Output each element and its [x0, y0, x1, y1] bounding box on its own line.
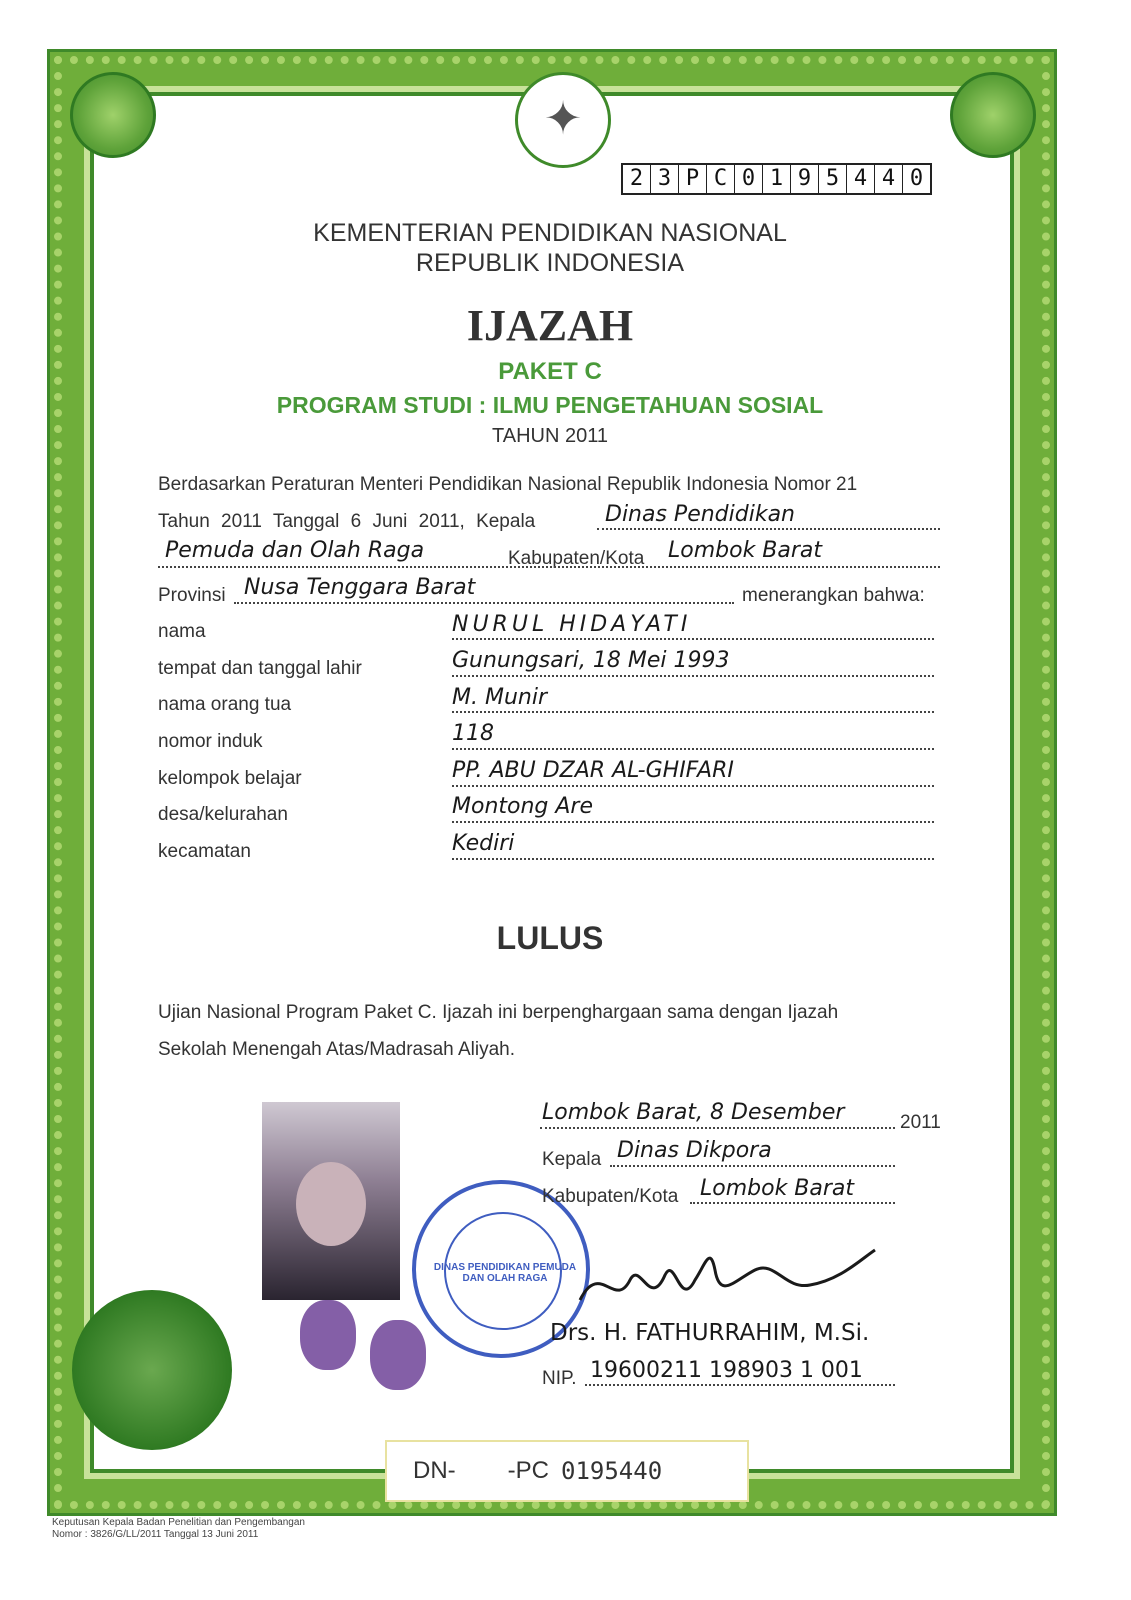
program-label: PROGRAM STUDI : ILMU PENGETAHUAN SOSIAL [276, 392, 824, 418]
footer-line-2: Nomor : 3826/G/LL/2011 Tanggal 13 Juni 2011 [52, 1529, 259, 1540]
field-value: Montong Are [452, 794, 594, 819]
nip-label: NIP. [542, 1368, 577, 1389]
dotted-line [452, 675, 934, 677]
serial-digit: P [679, 165, 707, 193]
field-label: desa/kelurahan [158, 804, 288, 825]
dn-mid: -PC [507, 1457, 549, 1484]
paket-label: PAKET C [498, 358, 602, 385]
kepala-value-cont: Pemuda dan Olah Raga [165, 538, 425, 563]
kab-label: Kabupaten/Kota [508, 548, 645, 569]
serial-digit: 4 [847, 165, 875, 193]
serial-digit: 4 [875, 165, 903, 193]
dotted-line [597, 528, 940, 530]
field-label: kelompok belajar [158, 768, 302, 789]
result-heading: LULUS [496, 920, 604, 956]
dotted-line [452, 711, 934, 713]
prov-label: Provinsi [158, 585, 226, 606]
intro-line-1: Berdasarkan Peraturan Menteri Pendidikan Nasional Republik Indonesia Nomor 21 [158, 474, 858, 495]
field-value: NURUL HIDAYATI [452, 612, 692, 637]
dotted-line [452, 821, 934, 823]
serial-digit: C [707, 165, 735, 193]
corner-ornament [950, 72, 1036, 158]
serial-digit: 9 [791, 165, 819, 193]
dotted-line [452, 785, 934, 787]
note-line-2: Sekolah Menengah Atas/Madrasah Aliyah. [158, 1039, 516, 1060]
serial-digit: 5 [819, 165, 847, 193]
student-photo [262, 1102, 400, 1300]
intro-line-2: Tahun 2011 Tanggal 6 Juni 2011, Kepala [158, 511, 536, 532]
dotted-line [158, 566, 940, 568]
field-value: Gunungsari, 18 Mei 1993 [452, 648, 730, 673]
serial-digit: 0 [735, 165, 763, 193]
field-value: PP. ABU DZAR AL-GHIFARI [452, 758, 734, 783]
dotted-line [690, 1202, 895, 1204]
nip-value: 19600211 198903 1 001 [590, 1358, 863, 1383]
fingerprint-icon [370, 1320, 426, 1390]
field-label: nomor induk [158, 731, 263, 752]
sign-kepala-value: Dinas Dikpora [617, 1138, 772, 1163]
sign-year: 2011 [900, 1112, 941, 1133]
sign-place-date: Lombok Barat, 8 Desember [542, 1100, 845, 1125]
sign-kab-label: Kabupaten/Kota [542, 1186, 679, 1207]
republic-name: REPUBLIK INDONESIA [415, 249, 685, 277]
field-label: nama orang tua [158, 694, 292, 715]
dotted-line [452, 748, 934, 750]
field-label: tempat dan tanggal lahir [158, 658, 362, 679]
ministry-heading [150, 218, 950, 278]
sign-kab-value: Lombok Barat [700, 1176, 855, 1201]
dn-number: 0195440 [561, 1457, 663, 1485]
note-line-1: Ujian Nasional Program Paket C. Ijazah ini berpenghargaan sama dengan Ijazah [158, 1002, 839, 1023]
official-name: Drs. H. FATHURRAHIM, M.Si. [550, 1320, 870, 1346]
dotted-line [540, 1127, 895, 1129]
field-value: Kediri [452, 831, 515, 856]
ministry-name: KEMENTERIAN PENDIDIKAN NASIONAL [313, 219, 787, 247]
serial-digit: 0 [909, 166, 924, 191]
dotted-line [452, 858, 934, 860]
field-value: M. Munir [452, 685, 547, 710]
field-label: nama [158, 621, 206, 642]
fingerprint-icon [300, 1300, 356, 1370]
dotted-line [234, 602, 734, 604]
dn-number-box [385, 1440, 749, 1502]
ministry-seal-icon [72, 1290, 232, 1450]
prov-value: Nusa Tenggara Barat [244, 575, 476, 600]
document-title: IJAZAH [466, 301, 634, 350]
serial-digit: 3 [651, 165, 679, 193]
dotted-line [610, 1165, 895, 1167]
serial-digit: 1 [763, 165, 791, 193]
field-label: kecamatan [158, 841, 251, 862]
year-label: TAHUN 2011 [492, 425, 608, 447]
menerangkan-label: menerangkan bahwa: [742, 585, 925, 606]
serial-number-box [621, 163, 932, 195]
garuda-emblem-icon [515, 72, 611, 168]
kepala-value: Dinas Pendidikan [605, 502, 795, 527]
serial-digit: 2 [623, 165, 651, 193]
dn-prefix: DN- [413, 1457, 456, 1484]
dotted-line [585, 1384, 895, 1386]
dotted-line [452, 638, 934, 640]
kab-value: Lombok Barat [668, 538, 823, 563]
field-value: 118 [452, 721, 494, 746]
footer-line-1: Keputusan Kepala Badan Penelitian dan Pengembangan [52, 1517, 305, 1528]
stamp-text: DINAS PENDIDIKAN PEMUDA DAN OLAH RAGA [433, 1262, 577, 1284]
signature-icon [570, 1240, 890, 1320]
corner-ornament [70, 72, 156, 158]
sign-kepala-label: Kepala [542, 1149, 602, 1170]
